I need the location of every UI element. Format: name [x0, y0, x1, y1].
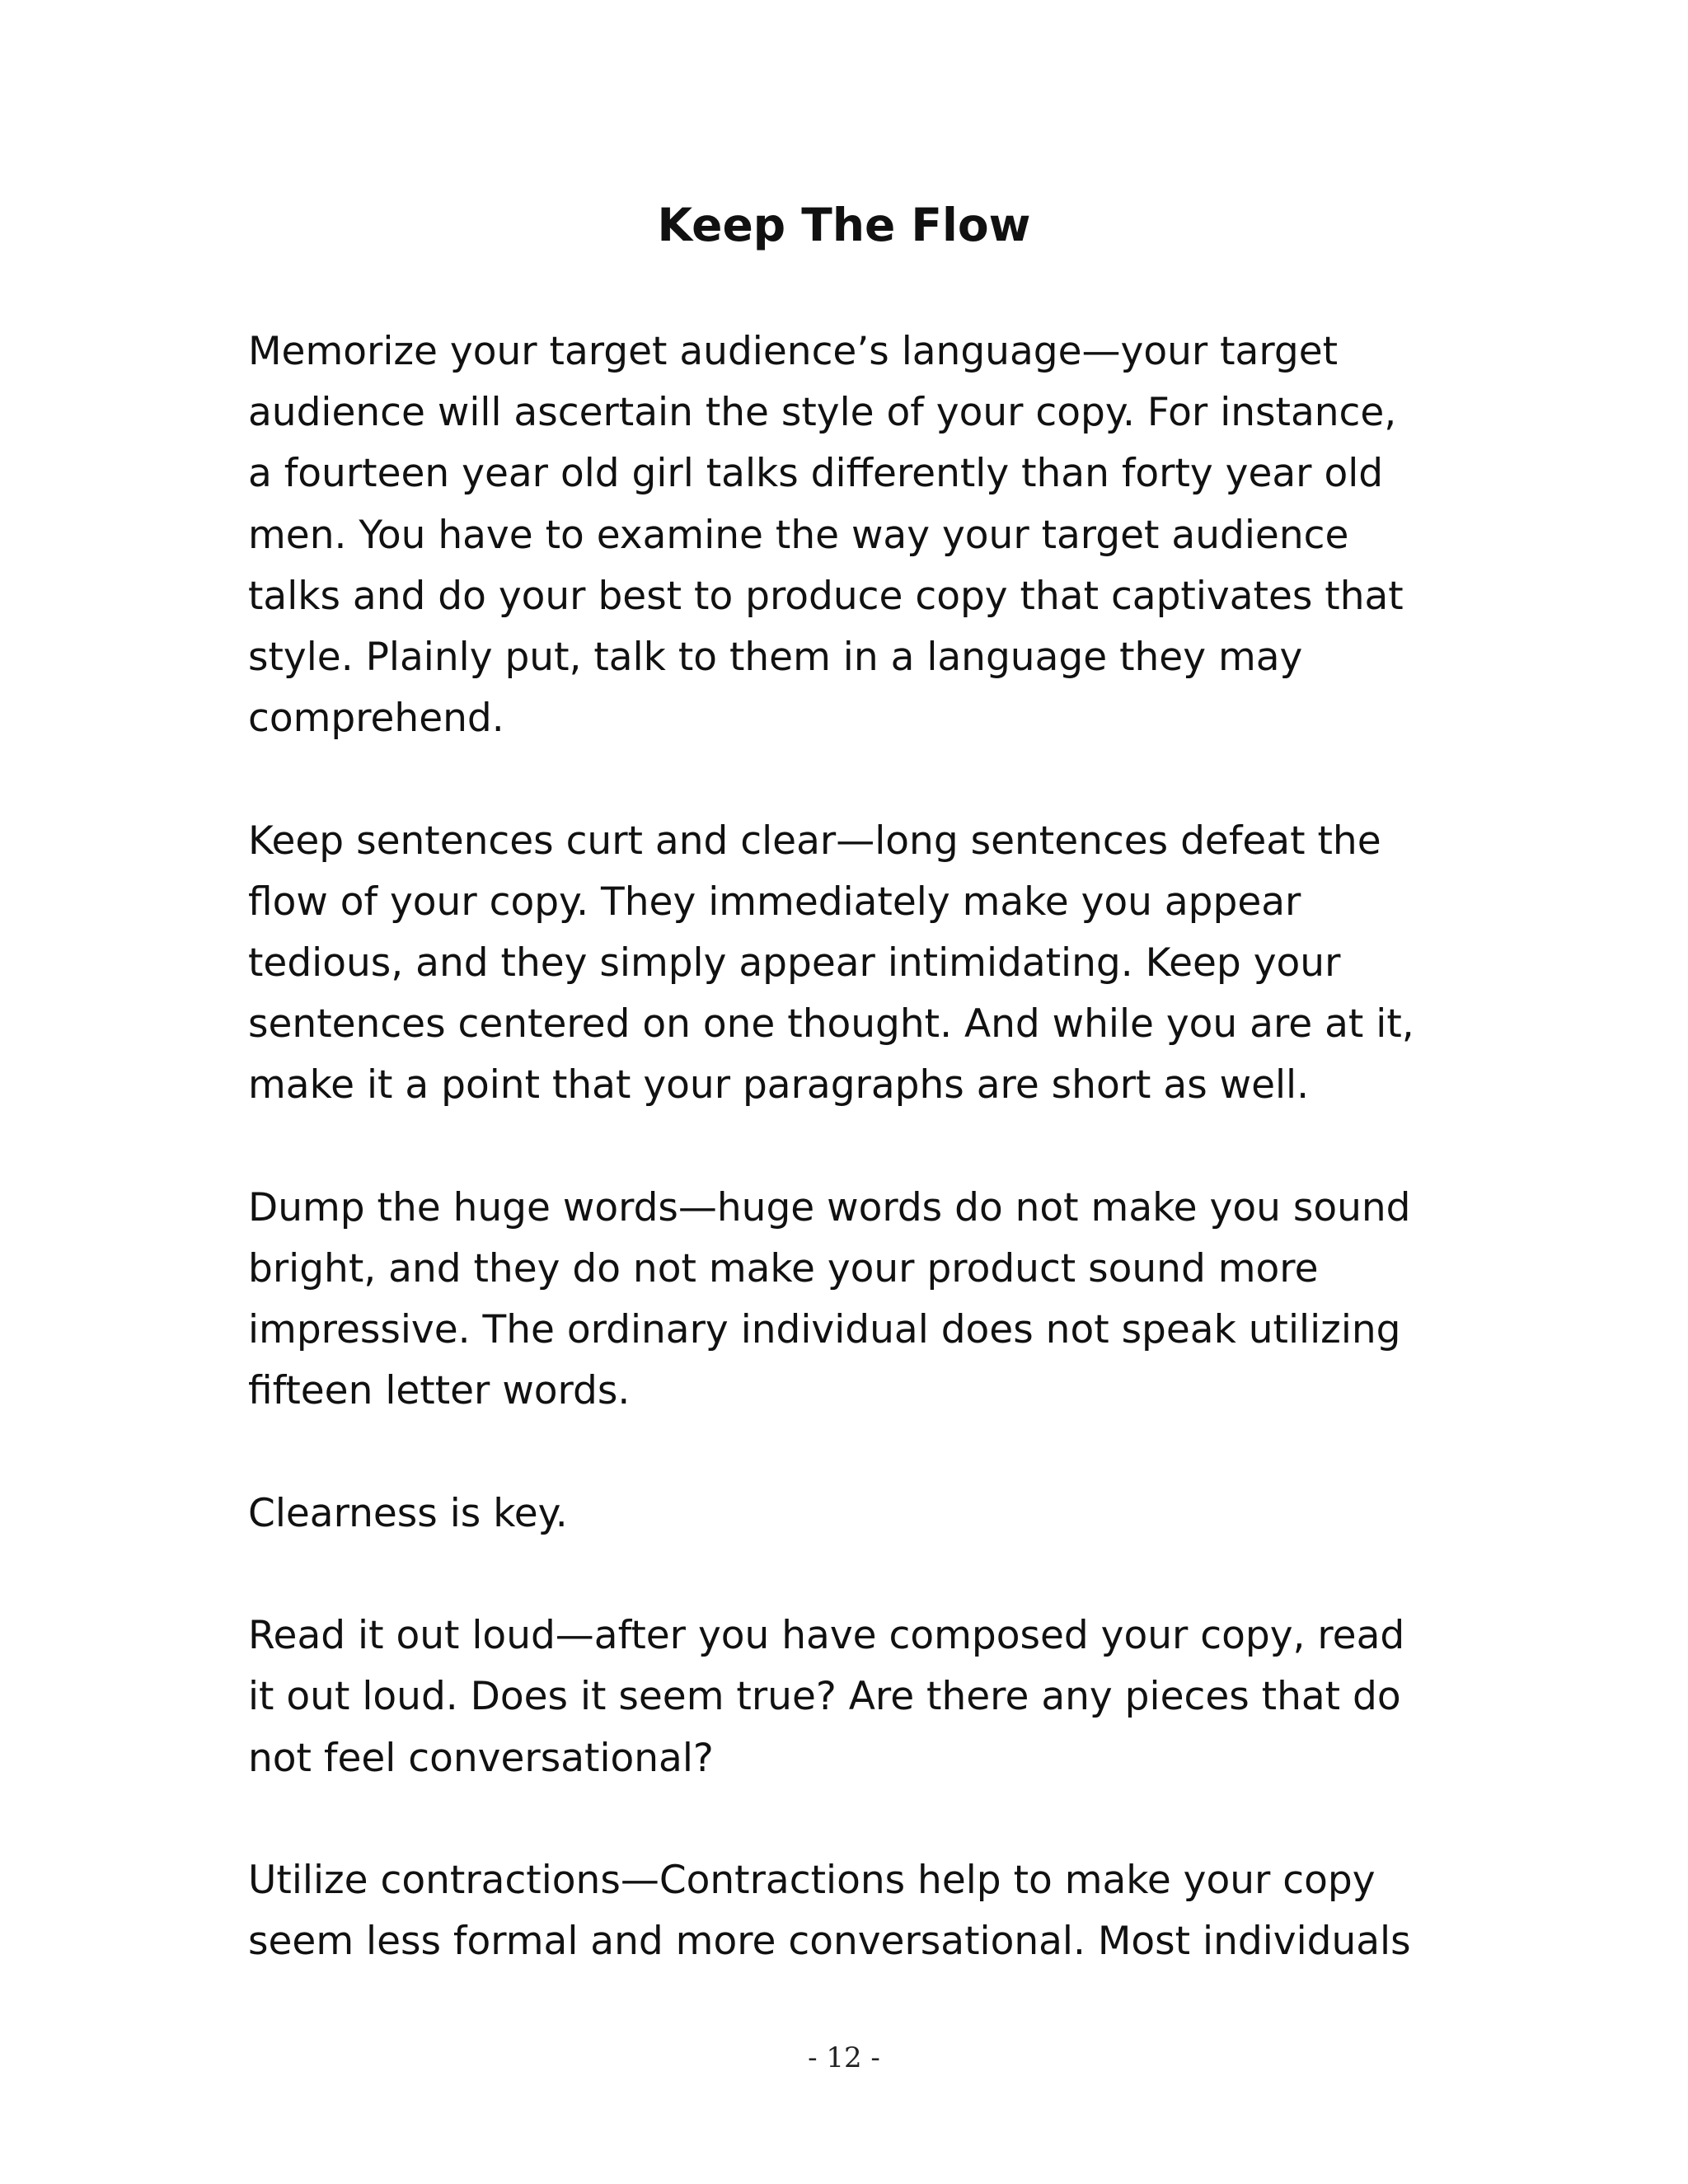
paragraph-clearness: Clearness is key.: [248, 1490, 568, 1536]
paragraph-huge-words: Dump the huge words—huge words do not make you sound bright, and they do not make your product sound more impressive. The ordinary individual does not speak utilizing fifteen letter words.: [248, 1184, 1411, 1414]
paragraph-read-aloud: Read it out loud—after you have composed your copy, read it out loud. Does it seem true? Are there any pieces that do not feel conversational?: [248, 1613, 1405, 1781]
page-number: - 12 -: [808, 2041, 880, 2074]
paragraph-short-sentences: Keep sentences curt and clear—long sentences defeat the flow of your copy. They immediately make you appear tedious, and they simply appear intimidating. Keep your sentences centered on one thought. And while you are at it, make it a point that your paragraphs are short as well.: [248, 818, 1414, 1108]
paragraph-audience-language: Memorize your target audience’s language—your target audience will ascertain the style of your copy. For instance, a fourteen year old girl talks differently than forty year old men. You have to examine the way your target audience talks and do your best to produce copy that captivates that style. Plainly put, talk to them in a language they may comprehend.: [248, 329, 1404, 742]
paragraph-contractions: Utilize contractions—Contractions help to make your copy seem less formal and more conversational. Most individuals: [248, 1858, 1411, 1965]
page-title: Keep The Flow: [657, 199, 1031, 251]
body-text: [248, 321, 1443, 1972]
